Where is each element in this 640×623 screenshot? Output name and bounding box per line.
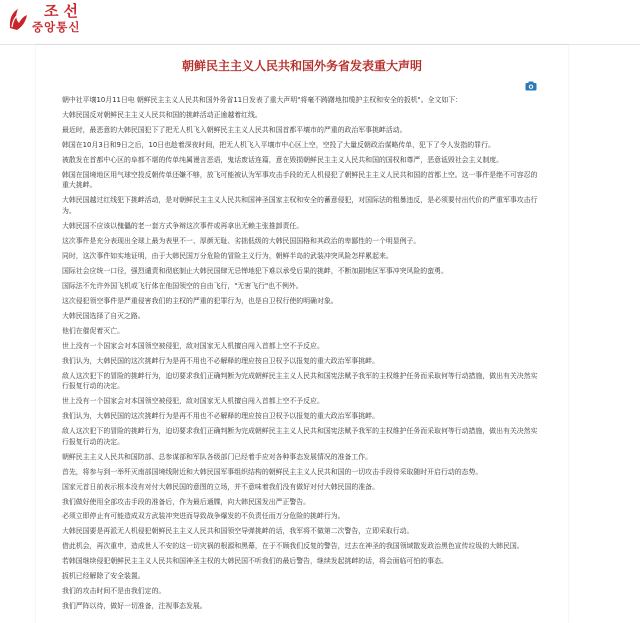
site-header: [0, 0, 640, 44]
article-paragraph: 大韩民国反对朝鲜民主主义人民共和国的挑衅活动正逾越着红线。: [62, 110, 262, 119]
camera-icon[interactable]: [525, 81, 537, 91]
article-paragraph: 他们在催促着灭亡。: [62, 326, 125, 335]
article-paragraph: 世上没有一个国家会对本国领空被侵犯，敌对国家无人机擅自闯入首都上空不予反应。: [62, 397, 324, 406]
article-paragraph: 大韩民国越过红线犯下挑衅活动，是对朝鲜民主主义人民共和国神圣国家主权和安全的蓄意侵犯，对国际法的粗暴违反，是必须要付出代价的严重军事攻击行为。: [62, 196, 538, 216]
article-paragraph: 我们严阵以待，做好一切准备，注视事态发展。: [62, 602, 207, 611]
kcna-emblem-icon: [8, 6, 28, 32]
logo-text-kcna: 중앙통신: [32, 20, 81, 34]
article-paragraph: 朝鲜民主主义人民共和国防部、总参谋部和军队各级部门已经着手应对各种事态发展情况的准备工作。: [62, 452, 373, 461]
article-paragraph: 必须立即停止有可能造成双方武装冲突进而导致战争爆发的不负责任而万分危险的挑衅行为。: [62, 512, 345, 521]
article-title: 朝鲜民主主义人民共和国外务省发表重大声明: [181, 59, 422, 73]
article-paragraph: 我们做好使用全部攻击手段的准备后，作为最后通牒，向大韩民国发出严正警告。: [62, 497, 311, 506]
article-paragraph: 韩国在国境地区用气球空投反朝传单还嫌不够，放飞可能被认为军事攻击手段的无人机侵犯了朝鲜民主主义人民共和国的首都上空。这一事件是绝不可容忍的重大挑衅。: [62, 170, 538, 190]
article-paragraph: 世上没有一个国家会对本国领空被侵犯，敌对国家无人机擅自闯入首都上空不予反应。: [62, 341, 324, 350]
article-paragraph: 敌人这次犯下的冒险的挑衅行为，迫切要求我们正确判断为完成朝鲜民主主义人民共和国宪法赋予我军的主权维护任务而采取何等行动措施，做出有关决然实行报复行动的决定。: [62, 427, 538, 446]
article-paragraph: 最近时，最恶意的大韩民国犯下了把无人机飞入朝鲜民主主义人民共和国首都平壤市的严重的政治军事挑衅活动。: [62, 125, 407, 134]
article-paragraph: 国际法不允许外国飞机或飞行体在他国领空的自由飞行，"无害飞行"也不例外。: [62, 281, 303, 290]
article-paragraph: 国际社会应统一口径，强烈谴责和彻底制止大韩民国肆无忌惮地犯下难以承受后果的挑衅，不断加剧地区军事冲突风险的蛮勇。: [62, 266, 448, 275]
kcna-logo[interactable]: [8, 2, 126, 38]
article-paragraph: 大韩民国选择了自灭之路。: [62, 311, 145, 320]
article-paragraph: 扳机已经解除了安全装置。: [62, 572, 145, 581]
article-paragraph: 首先，将参与到一举歼灭南部国境线附近和大韩民国军事组织结构的朝鲜民主主义人民共和国的一切攻击手段待采取随时开启行动的态势。: [62, 467, 483, 476]
logo-text-korea: 조선: [44, 2, 83, 20]
article-paragraph: 大韩民国要是再派无人机侵犯朝鲜民主主义人民共和国领空导弹挑衅的话，我军将不做第二次警告，立即采取行动。: [62, 527, 414, 536]
article-paragraph: 若韩国继续侵犯朝鲜民主主义人民共和国神圣主权的大韩民国不听我们的最后警告，继续发起挑衅的话，将会面临可怕的事态。: [62, 557, 448, 566]
article-paragraph: 敌人这次犯下的冒险的挑衅行为，迫切要求我们正确判断为完成朝鲜民主主义人民共和国宪法赋予我军的主权维护任务而采取何等行动措施，做出有关决然实行报复行动的决定。: [62, 371, 538, 391]
article-paragraph: 借此机会，再次重申，造成世人不安的这一切灾祸的根源和黑幕，在于不顾我们反复的警告，过去在神圣的我国领域散发政治黑色宣传垃圾的大韩民国。: [62, 542, 524, 551]
article-container: [36, 45, 568, 623]
article-paragraph: 国家元首日前表示根本没有对付大韩民国的意图的立场，并不意味着我们没有做好对付大韩民国的准备。: [62, 482, 379, 491]
article-paragraph: 被散发在首都中心区的阜都不堪的传单纯属谩言恶语，鬼话废话连篇，意在毁损朝鲜民主主义人民共和国的国权和尊严，恶意诋毁社会主义制度。: [62, 155, 503, 164]
article-paragraph: 同时，这次事件如实地证明，由于大韩民国万分危险的冒险主义行为，朝鲜半岛的武装冲突风险怎样累起来。: [62, 251, 393, 260]
article-paragraph: 我们的攻击时间不是由我们定的。: [62, 587, 166, 596]
article-paragraph: 这次事件是充分表现出全球上最为表里不一、厚颜无耻、劣拙低级的大韩民国国格和其政治的卑鄙性的一个明显例子。: [62, 236, 421, 245]
article-paragraph: 我们认为，大韩民国的这次挑衅行为是再不用也不必解释的理应按自卫权予以报复的重大政治军事挑衅。: [62, 412, 379, 421]
article-paragraph: 韩国在10月3日和9日之后，10日也趁着深夜时间，把无人机飞入平壤市中心区上空，空投了大量反朝政治谋略传单，犯下了令人发指的罪行。: [62, 140, 495, 149]
article-body: [62, 95, 544, 616]
article-paragraph: 这次侵犯领空事件是严重侵害我们的主权的严重的犯罪行为，也是自卫权行使的明确对象。: [62, 296, 338, 305]
article-paragraph: 我们认为，大韩民国的这次挑衅行为是再不用也不必解释的理应按自卫权予以报复的重大政治军事挑衅。: [62, 356, 379, 365]
article-paragraph: 朝中社平壤10月11日电 朝鲜民主主义人民共和国外务省11日发表了重大声明"将毫不踌躇地扣缆护主权和安全的扳机"。全文如下：: [62, 96, 463, 104]
article-paragraph: 大韩民国不应该以傀儡的老一套方式争辩这次事件或再拿出无赖主张推卸责任。: [62, 221, 304, 230]
